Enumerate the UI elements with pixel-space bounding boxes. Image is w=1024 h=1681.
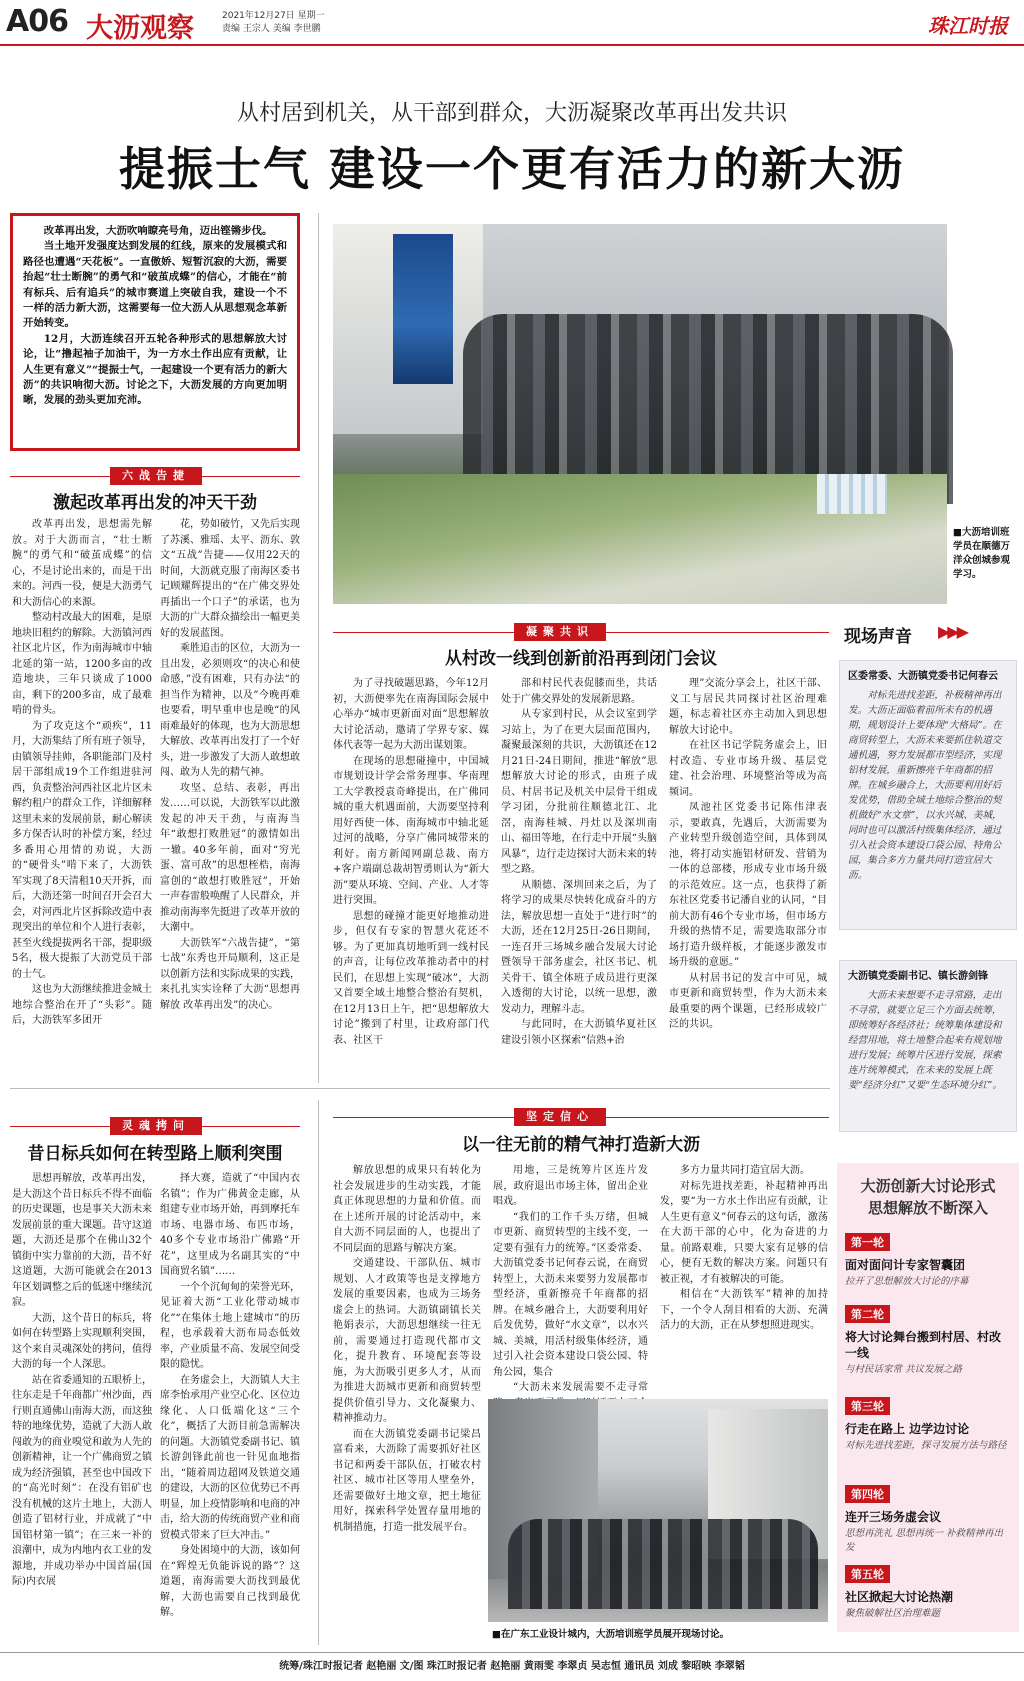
paragraph: 多方力量共同打造宜居大沥。 [680, 1165, 810, 1176]
credits: 统筹/珠江时报记者 赵艳丽 文/图 珠江时报记者 赵艳丽 黄雨雯 李翠贞 吴志恒 通讯员 刘成 黎昭映 李翠韬 [279, 1661, 745, 1672]
editor-line: 责编 王宗人 美编 李世鹏 [222, 24, 321, 34]
headline: 提振士气 建设一个更有活力的新大沥 [118, 142, 905, 196]
photo-caption: ■在广东工业设计城内，大沥培训班学员展开现场讨论。 [492, 1629, 729, 1640]
column-divider [318, 213, 319, 1083]
section-tag: 凝聚共识 [514, 623, 606, 641]
paragraph: 对标先进找差距，补起精神再出发，要“为一方水土作出应有贡献，让人生更有意义”何春云的这句话，激荡在大沥干部的心中，化为奋进的力量。前路艰难，只要大家有足够的信心，便有无数的解决方案。问题只有被正视，才有被解决的可能。 [660, 1180, 828, 1285]
voice-box [839, 660, 1017, 930]
paragraph: 在务虚会上，大沥镇人大主席李怡承用产业空心化、区位边缘化、人口低端化这“三个化”，概括了大沥目前急需解决的问题。大沥镇党委副书记、镇长游剑锋此前也一针见血地指出，“随着周边超网及铁道交通的建设，大沥的区位优势已不再明显，加上疫情影响和电商的冲击，给大沥的传统商贸产业和商贸模式带来了巨大冲击。” [160, 1374, 300, 1541]
round-badge: 第五轮 [845, 1565, 890, 1583]
paragraph: 部和村民代表促膝而坐，共话处于广佛交界处的发展新思路。 [501, 678, 657, 705]
credits-divider [0, 1652, 1024, 1653]
side-title-line: 大沥创新大讨论形式 [860, 1177, 996, 1195]
header-divider [0, 44, 1024, 46]
round-title: 行走在路上 边学边讨论 [845, 1422, 970, 1436]
side-panel-title [837, 1175, 1019, 1219]
section-name: 大沥观察 [86, 13, 194, 44]
paragraph: 整动村改最大的困难，是原地块旧租约的解除。大沥镇河西社区北片区，作为南海城市中轴北延的第一站，1200多亩的改造地块，三年只谈成了1000亩，剩下的200多亩，成了最难啃的骨头。 [12, 612, 152, 716]
header-meta [222, 10, 325, 36]
voice-speaker: 大沥镇党委副书记、镇长游剑锋 [848, 971, 988, 982]
main-photo [333, 224, 947, 604]
article-column [501, 676, 657, 1076]
round-badge: 第二轮 [845, 1305, 890, 1323]
article-column [660, 1163, 828, 1393]
article-column [333, 1163, 481, 1645]
round-item [845, 1563, 1011, 1621]
round-title: 面对面问计专家智囊团 [845, 1258, 966, 1272]
lead-paragraph: 当土地开发强度达到发展的红线，原来的发展模式和路径也遭遇“天花板”。一直傲娇、短暂沉寂的大沥，需要抬起“壮士断腕”的勇气和“破茧成蝶”的信心，才能在“前有标兵、后有追兵”的城市赛道上突破自我，建设一个不一样的活力新大沥，这需要每一位大沥人从思想观念革新开始转变。 [23, 240, 287, 330]
paragraph: 相信在“大沥铁军”精神的加持下，一个令人刮目相看的大沥、充满活力的大沥，正在从梦想照进现实。 [660, 1289, 828, 1331]
paragraph: 思想再解放，改革再出发，是大沥这个昔日标兵不得不面临的历史课题，也是事关大沥未来发展前景的重大课题。昔守这道题，大沥还是那个在佛山32个镇街中实力靠前的大沥，昔不好这道题，大沥可能就会在2013年区划调整之后的低迷中继续沉寂。 [12, 1173, 152, 1308]
paragraph: 凤池社区党委书记陈伟津表示，要敢真，先遇后，大沥需要为产业转型升级创造空间，具体到凤池，将打动实施铝材研发、营销为一体的总部楼，形成专业市场升级的示范效应。这一点，也获得了新东社区党委书记潘自业的认同，“目前大沥有46个专业市场，但市场方升级的热情不足，需要选取部分市场打造升级样板，才能逐步激发市场升级的意愿。” [669, 802, 827, 968]
article-column [669, 676, 827, 1076]
section-tag: 坚定信心 [514, 1108, 606, 1126]
date-line: 2021年12月27日 星期一 [222, 11, 325, 21]
page-number: A06 [6, 4, 68, 39]
paragraph: 一个个沉甸甸的荣誉光环，见证着大沥“工业化带动城市化”“在集体土地上建城市”的历程，也承载着大沥布局态低效率，产业质量不高、发展空间受限的隐忧。 [160, 1281, 300, 1370]
paragraph: 为了攻克这个“顽疾”，11月，大沥集结了所有班子领导，由镇领导挂帅，各职能部门及村居干部组成19个工作组进驻河西，负责整治河西社区北片区未解约租户的群众工作，详细解释这里未来的发展前景，耐心解读多方保否认时的补偿方案，经过多番用心用情的劝说，大沥的“硬骨头”啃下来了，大沥铁军实现了8天清租10天开拆，而后，大沥还第一时间召开会召大会，对河西北片区拆除改造中表现突出的单位和个人进行表彰，甚至火线提拔两名干部，提职级5名，极大提振了大沥党员干部的士气。 [12, 720, 152, 980]
paragraph: 在现场的思想碰撞中，中国城市规划设计学会常务理事、华南理工大学教授袁奇峰提出，在广佛同城的重大机遇面前，大沥要坚持利用好西使一体、南海城市中轴北延过河的战略，分享广佛同城带来的利好。南方新闻网副总裁、南方+客户端副总裁胡智勇则认为“新大沥”要从环境、空间、产业、人才等进行突围。 [333, 755, 489, 906]
round-subtitle: 与村民话家常 共议发展之路 [845, 1364, 963, 1375]
paragraph: 而在大沥镇党委副书记梁昌富看来，大沥除了需要抓好社区书记和两委干部队伍，打破农村社区、城市社区等用人壁垒外，还需要做好土地文章，把土地征用好，探索科学处置存量用地的机制措施，打造一批发展平台。 [333, 1428, 481, 1533]
round-item [845, 1231, 1011, 1289]
paragraph: 花，势如破竹，又先后实现了苏溪、雅瑶、太平、沥东、敦文“五战”告捷——仅用22天的时间，大沥就克服了南海区委书记顾耀辉提出的“在广佛交界处再插出一个口子”的承诺，也为大沥的广大群众描绘出一幅更美好的发展蓝图。 [160, 519, 300, 639]
article-column [12, 1171, 152, 1645]
paragraph: 理”交流分享会上，社区干部、义工与居民共同探讨社区治理难题，标志着社区亦主动加入到思想解放大讨论中。 [669, 678, 827, 736]
section-tag: 六战告捷 [110, 467, 202, 485]
discussion-photo [488, 1399, 828, 1622]
round-item [845, 1483, 1011, 1555]
paragraph: 攻坚、总结、表彰，再出发……可以说，大沥铁军以此激发起的冲天干劲，与南海当年“敢想打败胜冠”的激情如出一辙。40多年前，面对“穷光蛋、富可敌”的思想桎梏，南海富创的“敢想打败胜冠”，开始一声春雷般唤醒了人民群众，并推动南海率先挺进了改革开放的大潮中。 [160, 782, 300, 933]
round-title: 社区掀起大讨论热潮 [845, 1590, 954, 1604]
paragraph: 站在省委通知的五眼桥上，往东走是千年商都广州沙面，西行则直通佛山南海大沥，而这独特的地缘优势，造就了大沥人敢闯敢为的商业嗅觉和敢为人先的创新精神，让一个广佛商贸之镇成为经济强镇，甚至也中国改下的“高光时刻”：在没有铝矿也没有机械的这片土地上，大沥人创造了铝材行业，并成就了“中国铝材第一镇”；在三来一补的浪潮中，成为内地内衣工业的发源地，并成功举办中国首届(国际)内衣展 [12, 1374, 152, 1587]
voice-speaker: 区委常委、大沥镇党委书记何春云 [848, 671, 998, 682]
article-column [12, 517, 152, 1075]
voice-box [839, 960, 1017, 1132]
paragraph: 与此同时，在大沥镇华夏社区建设引领小区探索“信熟+治 [501, 1019, 657, 1046]
paragraph: “我们的工作千头万绪，但城市更新、商贸转型的主线不变，一定要有强有力的统筹。”区委常委、大沥镇党委书记何春云说，在商贸转型上，大沥未来要努力发展都市型经济，重新擦亮千年商都的招牌。在城乡融合上，大沥要利用好后发优势，做好“水文章”，以水兴城、美城，用活村级集体经济，通过引入社会资本建设口袋公园、特角公园，集合 [493, 1211, 648, 1378]
paragraph: 择大赛，造就了“中国内衣名镇”；作为广佛黄金走廊，从组建专业市场开始，再到摩托车市场、电器市场、布匹市场，40多个专业市场沿广佛路“开花”，这里成为名副其实的“中国商贸名镇”…… [160, 1173, 300, 1277]
photo-banner [393, 234, 453, 384]
paragraph: 大沥铁军“六战告捷”，“第七战”东秀也开局顺利，这正是以创新方法和实际成果的实践，来扎扎实实诠释了大沥“思想再解放 改革再出发”的决心。 [160, 937, 300, 1011]
paragraph: 身处困境中的大沥，该如何在“辉煌无负能诉说的路”？这道题，南海需要大沥找到最优解，大沥也需要自己找到最优解。 [160, 1545, 300, 1618]
paragraph: 改革再出发，思想需先解放。对于大沥而言，“壮士断腕”的勇气和“破茧成蝶”的信心，不是讨论出来的，而是干出来的。河西一役，便是大沥勇气和大沥信心的来源。 [12, 519, 152, 608]
article-title: 从村改一线到创新前沿再到闭门会议 [445, 649, 717, 669]
round-badge: 第三轮 [845, 1397, 890, 1415]
round-subtitle: 对标先进找差距，探寻发展方法与路径 [845, 1440, 1007, 1451]
paragraph: 从村居书记的发言中可见，城市更新和商贸转型，作为大沥未来最重要的两个课题，已经形成较广泛的共识。 [669, 972, 827, 1030]
round-title: 连开三场务虚会议 [845, 1510, 942, 1524]
row-divider [10, 1088, 830, 1089]
paragraph: 乘胜追击的区位，大沥为一且出发，必须则攻“的决心和使命感，”没有困难，只有办法“的担当作为精神，以及”今晚再难也要看，明早重申也是晚“的风雨难最好的体现，也为大沥思想大解放、改革再出发打了一个好头，进一步激发了大沥人敢想敢闯、敢为人先的精气神。 [160, 643, 300, 778]
lead-paragraph: 改革再出发，大沥吹响瞭亮号角，迈出铿锵步伐。 [43, 225, 273, 237]
voice-quote: 大沥未来想要不走寻常路，走出不寻常，就要立足三个方面去统筹，即统筹好各经济社；统筹集体建设和经营用地，将土地整合起来有规划地进行发展；统筹片区进行发展，探索连片统筹模式，在未来的发展上既要“经济分红”又要“生态环境分红”。 [848, 990, 1002, 1091]
paragraph: 在社区书记学院务虚会上，旧村改造、专业市场升级、基层党建、社会治理、环境整治等成为高频词。 [669, 740, 827, 798]
section-tag: 灵魂拷问 [110, 1117, 202, 1135]
article-title: 激起改革再出发的冲天干劲 [53, 493, 257, 513]
article-column [160, 517, 300, 1075]
paragraph: 这也为大沥继续推进金城土地综合整治在开了“头彩”。随后，大沥铁军多团开 [12, 984, 152, 1026]
paragraph: 为了寻找破题思路，今年12月初，大沥便率先在南海国际会展中心举办“城市更新面对面”思想解放大讨论活动，邀请了学界专家、媒体代表等一起为大沥出谋划策。 [333, 678, 489, 751]
side-title-line: 思想解放不断深入 [867, 1199, 988, 1217]
article-column [333, 676, 489, 1076]
paragraph: 解放思想的成果只有转化为社会发展进步的生动实践，才能真正体现思想的力量和价值。而在上述所开展的讨论活动中，来自大沥不同层面的人，也提出了不同层面的思路与解决方案。 [333, 1165, 481, 1254]
round-subtitle: 聚焦破解社区治理难题 [845, 1608, 941, 1619]
article-title: 昔日标兵如何在转型路上顺利突围 [27, 1144, 283, 1164]
round-title: 将大讨论舞台搬到村居、村改一线 [845, 1330, 1002, 1360]
column-divider [318, 1100, 319, 1645]
voice-quote: 对标先进找差距，补极精神再出发。大沥正面临着前所未有的机遇期，规划设计上要体现“大格局”。在商贸转型上，大沥未来要抓住轨道交通机遇，努力发展都市型经济，实现铝材发展，重新擦亮千年商都的招牌。在城乡融合上，大沥要利用好后发优势，借助全域土地综合整治的契机做好“水文章”，以水兴城、美城，同时也可以激活村级集体经济，通过引入社会资本建设口袋公园、特角公园，集合多方力量共同打造宜居大沥。 [848, 690, 1002, 881]
round-subtitle: 思想再洗礼 思想再统一 补救精神再出发 [845, 1528, 1004, 1553]
voices-title: 现场声音 [844, 627, 912, 647]
article-title: 以一往无前的精气神打造新大沥 [462, 1135, 700, 1155]
photo-people [508, 1519, 818, 1609]
masthead-logo: 珠江时报 [928, 14, 1008, 38]
side-panel [837, 1163, 1019, 1632]
paragraph: 交通建设、干部队伍、城市规划、人才政策等也是支撑地方发展的重要因素，也成为三场务虚会上的热词。大沥镇副镇长关艳娟表示，大沥思想继续一往无前，需要通过打造现代都市文化，提升教育、环境配套等设施，为大沥吸引更多人才，从而为推进大沥城市更新和商贸转型提供价值引导力、文化凝聚力、精神推动力。 [333, 1258, 481, 1424]
arrows-icon: ▶▶▶ [938, 622, 966, 641]
paragraph: 思想的碰撞才能更好地推动进步，但仅有专家的智慧火花还不够。为了更加真切地听到一线村民的声音，让每位改革推动者中的村民们，在思想上实现“破冰”，大沥又首要全域土地整合整治有契机，在12月13日上午，把“思想解放大讨论”搬到了村里，让政府部门代表、社区干 [333, 910, 489, 1046]
paragraph: 从顺德、深圳回来之后，为了将学习的成果尽快转化成奋斗的方法，解放思想一直处于“进行时”的大沥，还在12月25日-26日期间，一连召开三场城乡融合发展大讨论暨领导干部务虚会，社区书记、机关骨干、镇全体班子成员进行更深入透彻的大讨论，以统一思想，激发动力，理解斗志。 [501, 879, 657, 1015]
paragraph: 大沥，这个昔日的标兵，将如何在转型路上实现顺利突围，这个来自灵魂深处的拷问，值得大沥的每一个人深思。 [12, 1312, 152, 1370]
photo-bottles [817, 474, 887, 514]
page-header [0, 0, 1024, 46]
round-item [845, 1303, 1011, 1377]
article-column [493, 1163, 648, 1393]
paragraph: 用地，三是统筹片区连片发展，政府退出市场主体，留出企业唱戏。 [493, 1165, 648, 1207]
photo-caption: ■大沥培训班学员在顺德万洋众创城参观学习。 [953, 527, 1011, 580]
round-item [845, 1395, 1011, 1453]
round-badge: 第四轮 [845, 1485, 890, 1503]
round-subtitle: 拉开了思想解放大讨论的序幕 [845, 1276, 969, 1287]
lead-box [10, 213, 300, 451]
lead-paragraph: 12月，大沥连续召开五轮各种形式的思想解放大讨论，让“撸起袖子加油干，为一方水土作出应有贡献，让人生更有意义”“提振士气，一起建设一个更有活力的新大沥”的共识响彻大沥。讨论之下，大沥发展的方向更加明晰，发展的劲头更加充沛。 [23, 332, 287, 407]
article-column [160, 1171, 300, 1645]
paragraph: 从专家到村民，从会议室到学习站上，为了在更大层面范围内，凝聚最深刻的共识，大沥镇还在12月21日-24日期间，推进“解放”思想解放大讨论的形式，由班子成员、村居书记及机关中层骨干组成学习团，分批前往顺德北江、北滘，南海桂城、丹灶以及深圳南山、福田等地，在行走中开展“头脑风暴”，边行走边探讨大沥未来的转型之路。 [501, 709, 657, 875]
kicker: 从村居到机关，从干部到群众，大沥凝聚改革再出发共识 [236, 101, 787, 126]
round-badge: 第一轮 [845, 1233, 890, 1251]
paragraph: “大沥未来发展需要不走寻常 [513, 1382, 648, 1393]
